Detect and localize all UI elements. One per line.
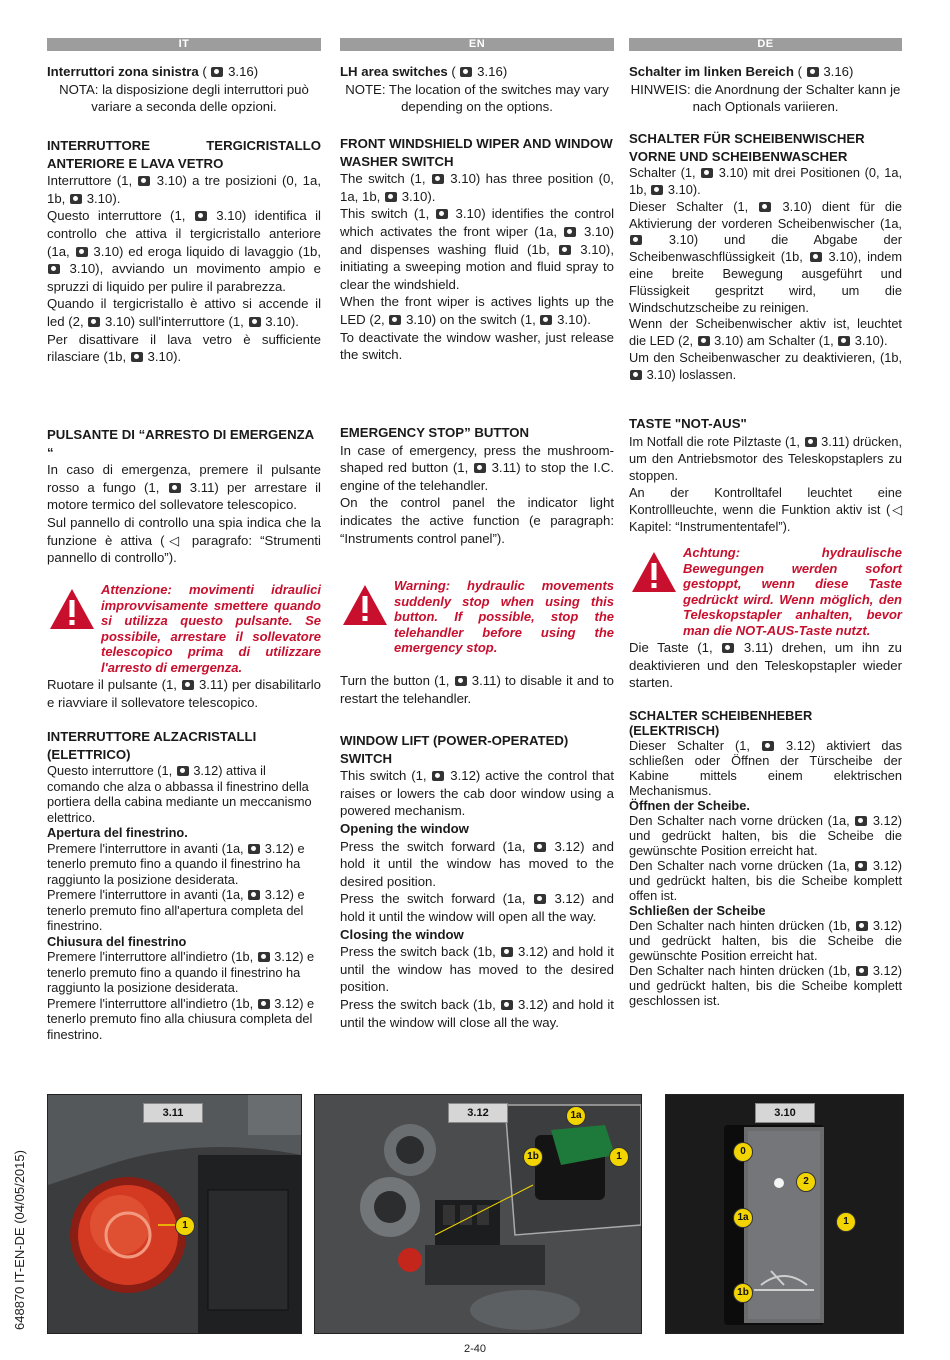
it-note: NOTA: la disposizione degli interruttori può variare a seconda delle opzioni. bbox=[59, 81, 309, 115]
en-window-heading: WINDOW LIFT (POWER-OPERATED) SWITCH bbox=[340, 733, 569, 766]
reference-icon bbox=[701, 168, 713, 178]
reference-icon bbox=[855, 816, 867, 826]
it-section-emergency: PULSANTE DI “ARRESTO DI EMERGENZA “ In caso di emergenza, premere il pulsante rosso a fungo (1, 3.11) per arrestare il motore termico del sollevatore telescopico. Sul pannello di controllo una spia indica che la funzione è attiva (◁ paragrafo: “Strumenti pannello di controllo”). bbox=[47, 427, 321, 566]
de-section-switches: Schalter im linken Bereich ( 3.16) HINWEIS: die Anordnung der Schalter kann je nach Optionals variieren. bbox=[629, 64, 901, 115]
reference-icon bbox=[759, 202, 771, 212]
callout-1: 1 bbox=[609, 1147, 629, 1167]
reference-icon bbox=[540, 315, 552, 325]
page-number: 2-40 bbox=[463, 1343, 487, 1355]
wiper-switch-photo bbox=[666, 1095, 903, 1333]
de-section-window: SCHALTER SCHEIBENHEBER (ELEKTRISCH) Dieser Schalter (1, 3.12) aktiviert das schließen oder Öffnen der Türscheibe der Kabine mittels einem elektrischen Mechanismus. Öffnen der Scheibe. Den Schalter nach vorne drücken (1a, 3.12) und gedrückt halten, bis die Scheibe die gewünschte Position erreicht hat. Den Schalter nach vorne drücken (1a, 3.12) und gedrückt halten, bis die Scheibe komplett offen ist. Schließen der Scheibe Den Schalter nach hinten drücken (1b, 3.12) und gedrückt halten, bis die Scheibe die gewünschte Position erreicht hat. Den Schalter nach hinten drücken (1b, 3.12) und gedrückt halten, bis die Scheibe komplett geschlossen ist. bbox=[629, 708, 902, 1008]
callout-1b: 1b bbox=[733, 1283, 753, 1303]
callout-1: 1 bbox=[836, 1212, 856, 1232]
de-section-rotate: Die Taste (1, 3.11) drehen, um ihn zu deaktivieren und den Teleskopstapler wieder starten. bbox=[629, 640, 902, 691]
en-section-rotate: Turn the button (1, 3.11) to disable it and to restart the telehandler. bbox=[340, 673, 614, 706]
reference-icon bbox=[651, 185, 663, 195]
reference-icon bbox=[258, 999, 270, 1009]
it-section-switches: Interruttori zona sinistra ( 3.16) NOTA: la disposizione degli interruttori può variare a seconda delle opzioni. bbox=[47, 63, 321, 116]
reference-icon bbox=[559, 245, 571, 255]
reference-icon bbox=[389, 315, 401, 325]
de-emergency-heading: TASTE "NOT-AUS" bbox=[629, 416, 747, 431]
reference-icon bbox=[501, 1000, 513, 1010]
reference-icon bbox=[385, 192, 397, 202]
reference-icon bbox=[501, 947, 513, 957]
reference-icon bbox=[169, 483, 181, 493]
callout-0: 0 bbox=[733, 1142, 753, 1162]
reference-icon bbox=[807, 67, 819, 77]
column-de bbox=[629, 38, 903, 1008]
en-section-emergency: EMERGENCY STOP” BUTTON In case of emergency, press the mushroom-shaped red button (1, 3.11) to stop the I.C. engine of the telehandler. On the control panel the indicator light indicates the active function (e paragraph: “Instruments control panel”). bbox=[340, 425, 614, 546]
reference-icon bbox=[855, 861, 867, 871]
en-section-window: WINDOW LIFT (POWER-OPERATED) SWITCH This switch (1, 3.12) active the control that raises or lowers the cab door window using a powered mechanism. Opening the window Press the switch forward (1a, 3.12) and hold it until the window has moved to the desired position. Press the switch forward (1a, 3.12) and hold it until the window will open all the way. Closing the window Press the switch back (1b, 3.12) and hold it until the window has moved to the desired position. Press the switch back (1b, 3.12) and hold it until the window will close all the way. bbox=[340, 733, 615, 1030]
reference-icon bbox=[564, 227, 576, 237]
lang-header-en: EN bbox=[340, 38, 614, 51]
reference-icon bbox=[474, 463, 486, 473]
indicator-icon: ◁ bbox=[164, 532, 184, 548]
reference-icon bbox=[138, 176, 150, 186]
lang-header-de: DE bbox=[629, 38, 902, 51]
reference-icon bbox=[211, 67, 223, 77]
callout-1a: 1a bbox=[566, 1106, 586, 1126]
reference-icon bbox=[131, 352, 143, 362]
reference-icon bbox=[249, 317, 261, 327]
reference-icon bbox=[534, 894, 546, 904]
indicator-icon: ◁ bbox=[890, 501, 903, 517]
figure-3-12 bbox=[314, 1094, 642, 1334]
reference-icon bbox=[630, 370, 642, 380]
it-section-wiper: INTERRUTTORE TERGICRISTALLO ANTERIORE E LAVA VETRO Interruttore (1, 3.10) a tre posizioni (0, 1a, 1b, 3.10). Questo interruttore (1, 3.10) identifica il controllo che attiva il tergicristallo anteriore (1a, 3.10) ed eroga liquido di lavaggio (1b, 3.10), avviando un movimento ampio e spruzzi di liquido per pulire il parabrezza. Quando il tergicristallo è attivo si accende il led (2, 3.10) sull'interruttore (1, 3.10). Per disattivare il lava vetro è sufficiente rilasciare (1b, 3.10). bbox=[47, 138, 322, 365]
de-window-heading: SCHALTER SCHEIBENHEBER (ELEKTRISCH) bbox=[629, 708, 813, 738]
reference-icon bbox=[70, 194, 82, 204]
reference-icon bbox=[248, 890, 260, 900]
column-it bbox=[47, 38, 322, 1042]
reference-icon bbox=[460, 67, 472, 77]
reference-icon bbox=[534, 842, 546, 852]
window-lift-switch-photo bbox=[315, 1095, 641, 1333]
reference-icon bbox=[722, 643, 734, 653]
reference-icon bbox=[258, 952, 270, 962]
reference-icon bbox=[810, 252, 822, 262]
reference-icon bbox=[432, 174, 444, 184]
reference-icon bbox=[177, 766, 189, 776]
figure-label: 3.10 bbox=[755, 1103, 815, 1123]
reference-icon bbox=[76, 247, 88, 257]
reference-icon bbox=[805, 437, 817, 447]
lang-header-it: IT bbox=[47, 38, 321, 51]
callout-1: 1 bbox=[175, 1216, 195, 1236]
it-window-heading: INTERRUTTORE ALZACRISTALLI (ELETTRICO) bbox=[47, 729, 257, 762]
reference-icon bbox=[195, 211, 207, 221]
warning-triangle-icon bbox=[49, 588, 95, 630]
de-section-emergency: TASTE "NOT-AUS" Im Notfall die rote Pilztaste (1, 3.11) drücken, um den Antriebsmotor des Teleskopstaplers zu stoppen. An der Kontrolltafel leuchtet eine Kontrollleuchte, wenn die Funktion aktiv ist (◁ Kapitel: “Instrumententafel”). bbox=[629, 416, 903, 534]
en-section-wiper: FRONT WINDSHIELD WIPER AND WINDOW WASHER SWITCH The switch (1, 3.10) has three position (0, 1a, 1b, 3.10). This switch (1, 3.10) identifies the control which activates the front wiper (1a, 3.10) and dispenses washing fluid (1b, 3.10), initiating a sweeping motion and fluid spray to clear the windshield. When the front wiper is actives lights up the LED (2, 3.10) on the switch (1, 3.10). To deactivate the window washer, just release the switch. bbox=[340, 136, 614, 363]
reference-icon bbox=[630, 235, 642, 245]
it-emergency-heading: PULSANTE DI “ARRESTO DI EMERGENZA “ bbox=[47, 427, 314, 460]
de-note: HINWEIS: die Anordnung der Schalter kann je nach Optionals variieren. bbox=[630, 81, 901, 115]
reference-icon bbox=[436, 209, 448, 219]
column-en bbox=[340, 38, 615, 1030]
callout-1a: 1a bbox=[733, 1208, 753, 1228]
reference-icon bbox=[182, 680, 194, 690]
en-warning: Warning: hydraulic movements suddenly stop when using this button. If possible, stop the telehandler before using the emergency stop. bbox=[340, 578, 614, 656]
it-warning: Attenzione: movimenti idraulici improvvisamente smettere quando si utilizza questo pulsante. Se possibile, arrestare il sollevatore telescopico prima di utilizzare l'arresto di emergenza. bbox=[47, 582, 321, 675]
emergency-stop-photo bbox=[48, 1095, 301, 1333]
reference-icon bbox=[838, 336, 850, 346]
reference-icon bbox=[248, 844, 260, 854]
figure-3-11 bbox=[47, 1094, 302, 1334]
callout-1b: 1b bbox=[523, 1147, 543, 1167]
it-section-rotate: Ruotare il pulsante (1, 3.11) per disabilitarlo e riavviare il sollevatore telescopico. bbox=[47, 677, 321, 710]
reference-icon bbox=[48, 264, 60, 274]
de-section-wiper: SCHALTER FÜR SCHEIBENWISCHER VORNE UND SCHEIBENWASCHER Schalter (1, 3.10) mit drei Positionen (0, 1a, 1b, 3.10). Dieser Schalter (1, 3.10) dient für die Aktivierung der vorderen Scheibenwischer (1a, 3.10) und die Abgabe der Scheibenwaschflüssigkeit (1b, 3.10), indem eine breite Bewegung ausgeführt und Flüssigkeit gespritzt wird, um die Windschutzscheibe zu reinigen. Wenn der Scheibenwischer aktiv ist, leuchtet die LED (2, 3.10) am Schalter (1, 3.10). Um den Scheibenwascher zu deaktivieren, (1b, 3.10) loslassen. bbox=[629, 131, 903, 382]
de-warning: Achtung: hydraulische Bewegungen werden sofort gestoppt, wenn diese Taste gedrückt wird. Wenn möglich, den Teleskopstapler anhalten, bevor man die NOT-AUS-Taste nutzt. bbox=[629, 545, 902, 638]
figure-label: 3.12 bbox=[448, 1103, 508, 1123]
reference-icon bbox=[762, 741, 774, 751]
figure-3-10 bbox=[665, 1094, 904, 1334]
reference-icon bbox=[88, 317, 100, 327]
en-wiper-heading: FRONT WINDSHIELD WIPER AND WINDOW WASHER SWITCH bbox=[340, 136, 613, 169]
figure-label: 3.11 bbox=[143, 1103, 203, 1123]
reference-icon bbox=[432, 771, 444, 781]
reference-icon bbox=[698, 336, 710, 346]
it-wiper-heading: INTERRUTTORE TERGICRISTALLO ANTERIORE E LAVA VETRO bbox=[47, 138, 321, 171]
en-note: NOTE: The location of the switches may vary depending on the options. bbox=[345, 81, 609, 115]
warning-triangle-icon bbox=[342, 584, 388, 626]
reference-icon bbox=[856, 966, 868, 976]
it-section-window: INTERRUTTORE ALZACRISTALLI (ELETTRICO) Questo interruttore (1, 3.12) attiva il comando che alza o abbassa il finestrino della portiera della cabina mediante un meccanismo elettrico. Apertura del finestrino. Premere l'interruttore in avanti (1a, 3.12) e tenerlo premuto fino a quando il finestrino ha raggiunto la posizione desiderata. Premere l'interruttore in avanti (1a, 3.12) e tenerlo premuto fino all'apertura completa del finestrino. Chiusura del finestrino Premere l'interruttore all'indietro (1b, 3.12) e tenerlo premuto fino a quando il finestrino ha raggiunto la posizione desiderata. Premere l'interruttore all'indietro (1b, 3.12) e tenerlo premuto fino alla chiusura completa del finestrino. bbox=[47, 728, 321, 1042]
en-section-switches: LH area switches ( 3.16) NOTE: The location of the switches may vary depending on the options. bbox=[340, 63, 614, 116]
reference-icon bbox=[856, 921, 868, 931]
callout-2: 2 bbox=[796, 1172, 816, 1192]
warning-triangle-icon bbox=[631, 551, 677, 593]
de-wiper-heading: SCHALTER FÜR SCHEIBENWISCHER VORNE UND SCHEIBENWASCHER bbox=[629, 131, 865, 164]
document-code: 648870 IT-EN-DE (04/05/2015) bbox=[12, 1150, 27, 1330]
en-emergency-heading: EMERGENCY STOP” BUTTON bbox=[340, 425, 530, 440]
reference-icon bbox=[455, 676, 467, 686]
